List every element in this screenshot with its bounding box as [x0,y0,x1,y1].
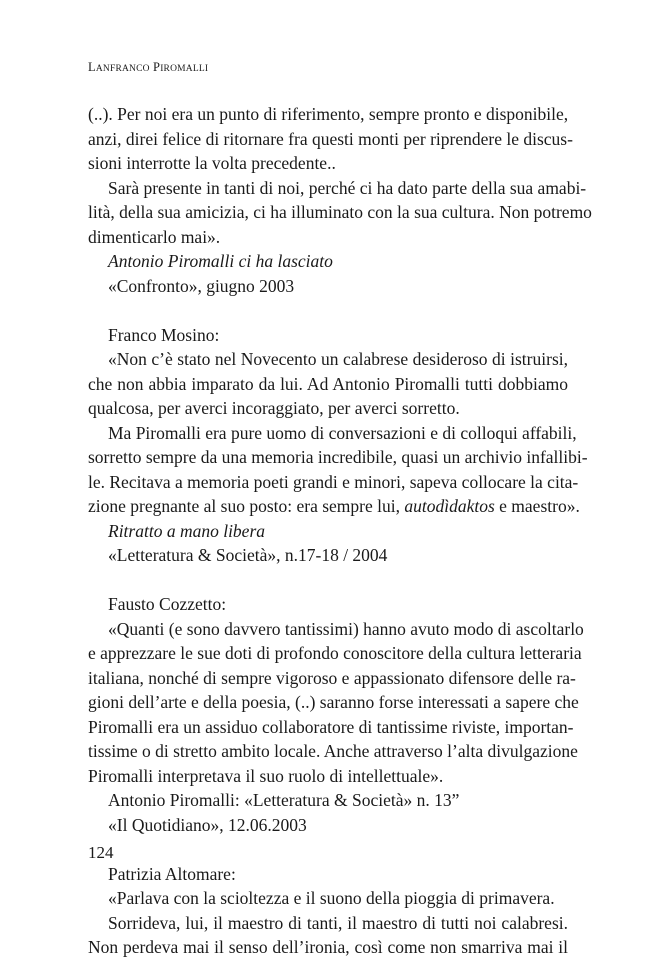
text-line: Ma Piromalli era pure uomo di conversazioni e di colloqui affabili, [108,422,577,443]
text-line: qualcosa, per averci incoraggiato, per averci sorretto. [88,398,460,418]
text-line: gioni dell’arte e della poesia, (..) saranno forse interessati a sapere che [88,692,579,712]
text-segment: e maestro». [494,496,580,516]
source-title: Antonio Piromalli ci ha lasciato [108,251,333,271]
blank-line [88,837,568,862]
speaker-name: Patrizia Altomare: [108,863,236,884]
text-line: «Non c’è stato nel Novecento un calabrese desideroso di istruirsi, [108,349,568,369]
text-line: Non perdeva mai il senso dell’ironia, così come non smarriva mai il [88,937,568,957]
running-head-last-initial: P [153,60,161,74]
text-line: tissime o di stretto ambito locale. Anche attraverso l’alta divulgazione [88,741,578,761]
text-line: Sorrideva, lui, il maestro di tanti, il maestro di tutti noi calabresi. [108,912,568,933]
source-title: Ritratto a mano libera [108,520,266,541]
running-head [88,60,208,75]
text-line-mixed [88,494,580,519]
blank-line [88,568,568,593]
text-line: che non abbia imparato da lui. Ad Antonio Piromalli tutti dobbiamo [88,373,568,394]
text-segment: zione pregnante al suo posto: era sempre lui, [88,496,405,516]
running-head-last-rest: IROMALLI [160,64,209,74]
text-line: «Quanti (e sono davvero tantissimi) hanno avuto modo di ascoltarlo [108,618,584,639]
italic-term: autodìdaktos [404,496,495,516]
text-line: anzi, direi felice di ritornare fra questi monti per riprendere le discus- [88,128,573,149]
text-line: sorretto sempre da una memoria incredibile, quasi un archivio infallibi- [88,447,588,467]
running-head-first-initial: L [88,60,96,74]
source-citation: «Confronto», giugno 2003 [108,275,295,296]
source-title: Antonio Piromalli: «Letteratura & Società» n. 13” [108,790,460,810]
running-head-first-rest: ANFRANCO [95,64,150,74]
speaker-name: Franco Mosino: [108,324,220,345]
text-line: lità, della sua amicizia, ci ha illuminato con la sua cultura. Non potremo [88,202,592,222]
text-line: «Parlava con la scioltezza e il suono della pioggia di primavera. [108,888,555,908]
text-line: Sarà presente in tanti di noi, perché ci ha dato parte della sua amabi- [108,177,587,198]
blank-line [88,298,568,323]
text-line: Piromalli interpretava il suo ruolo di intellettuale». [88,765,444,786]
speaker-name: Fausto Cozzetto: [108,594,227,614]
text-line: italiana, nonché di sempre vigoroso e appassionato difensore delle ra- [88,667,576,688]
page-body [88,102,592,960]
text-line: le. Recitava a memoria poeti grandi e minori, sapeva collocare la cita- [88,471,579,492]
text-line: (..). Per noi era un punto di riferimento, sempre pronto e disponibile, [88,104,569,124]
source-citation: «Il Quotidiano», 12.06.2003 [108,814,307,835]
text-line: e apprezzare le sue doti di profondo conoscitore della cultura letteraria [88,643,582,663]
page-number: 124 [88,843,114,862]
text-line: Piromalli era un assiduo collaboratore di tantissime riviste, importan- [88,716,574,737]
source-citation: «Letteratura & Società», n.17-18 / 2004 [108,545,388,565]
text-line: sioni interrotte la volta precedente.. [88,153,336,173]
text-line: dimenticarlo mai». [88,226,221,247]
